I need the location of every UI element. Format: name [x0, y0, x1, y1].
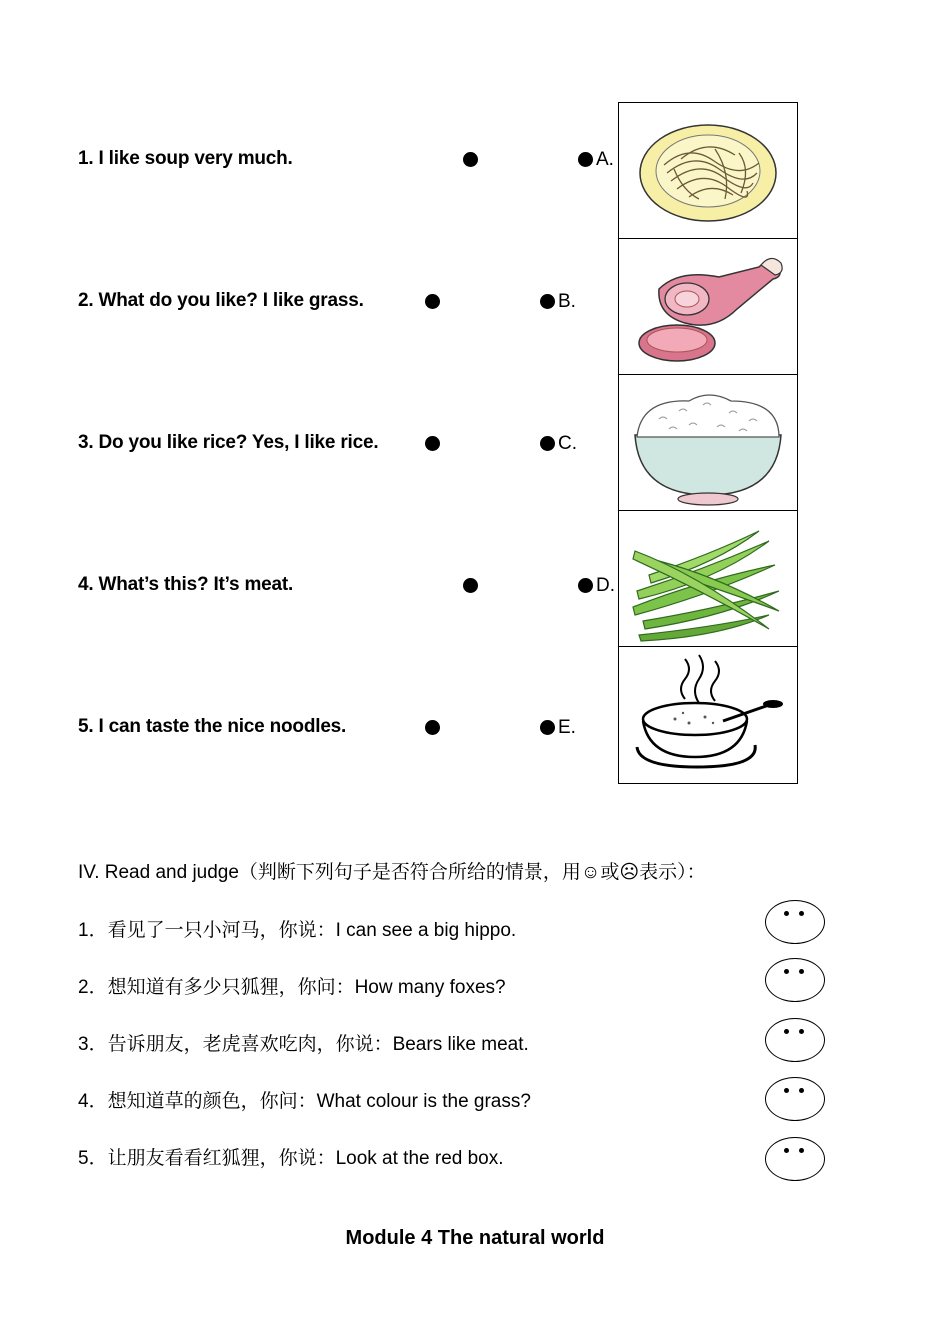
left-dot-3[interactable] — [425, 436, 440, 451]
right-dot-b[interactable] — [540, 294, 555, 309]
noodles-picture — [618, 102, 798, 240]
answer-face-2[interactable] — [765, 958, 825, 1002]
eye-icon — [784, 911, 789, 916]
rice-bowl-picture — [618, 374, 798, 512]
judge-item-5: 5．让朋友看看红狐狸，你说：Look at the red box. — [78, 1148, 504, 1169]
judge-item-3: 3．告诉朋友，老虎喜欢吃肉，你说：Bears like meat. — [78, 1034, 529, 1055]
eye-icon — [784, 1088, 789, 1093]
soup-picture — [618, 646, 798, 784]
green-beans-icon — [619, 511, 797, 647]
sentence-4: 4. What’s this? It’s meat. — [78, 574, 294, 595]
judge-title: IV. Read and judge（判断下列句子是否符合所给的情景，用☺或☹表示）： — [78, 862, 706, 883]
left-dot-1[interactable] — [463, 152, 478, 167]
noodles-icon — [619, 103, 797, 239]
eye-icon — [799, 1088, 804, 1093]
sentence-2: 2. What do you like? I like grass. — [78, 290, 364, 311]
soup-icon — [619, 647, 797, 783]
right-dot-d[interactable] — [578, 578, 593, 593]
option-letter-e: E. — [558, 717, 576, 738]
judge-item-1: 1．看见了一只小河马，你说：I can see a big hippo. — [78, 920, 517, 941]
sentence-1: 1. I like soup very much. — [78, 148, 293, 169]
sentence-5: 5. I can taste the nice noodles. — [78, 716, 347, 737]
green-beans-picture — [618, 510, 798, 648]
eye-icon — [784, 969, 789, 974]
judge-item-4: 4．想知道草的颜色，你问：What colour is the grass? — [78, 1091, 531, 1112]
eye-icon — [799, 1029, 804, 1034]
eye-icon — [799, 969, 804, 974]
eye-icon — [784, 1029, 789, 1034]
left-dot-4[interactable] — [463, 578, 478, 593]
judge-item-2: 2．想知道有多少只狐狸，你问：How many foxes? — [78, 977, 506, 998]
eye-icon — [799, 911, 804, 916]
answer-face-3[interactable] — [765, 1018, 825, 1062]
eye-icon — [799, 1148, 804, 1153]
ham-picture — [618, 238, 798, 376]
picture-column — [618, 102, 798, 784]
left-dot-5[interactable] — [425, 720, 440, 735]
module-heading: Module 4 The natural world — [345, 1227, 605, 1249]
option-letter-c: C. — [558, 433, 577, 454]
answer-face-1[interactable] — [765, 900, 825, 944]
option-letter-d: D. — [596, 575, 615, 596]
answer-face-4[interactable] — [765, 1077, 825, 1121]
option-letter-b: B. — [558, 291, 576, 312]
right-dot-a[interactable] — [578, 152, 593, 167]
eye-icon — [784, 1148, 789, 1153]
ham-icon — [619, 239, 797, 375]
right-dot-c[interactable] — [540, 436, 555, 451]
option-letter-a: A. — [596, 149, 614, 170]
left-dot-2[interactable] — [425, 294, 440, 309]
answer-face-5[interactable] — [765, 1137, 825, 1181]
rice-bowl-icon — [619, 375, 797, 511]
sentence-3: 3. Do you like rice? Yes, I like rice. — [78, 432, 379, 453]
right-dot-e[interactable] — [540, 720, 555, 735]
